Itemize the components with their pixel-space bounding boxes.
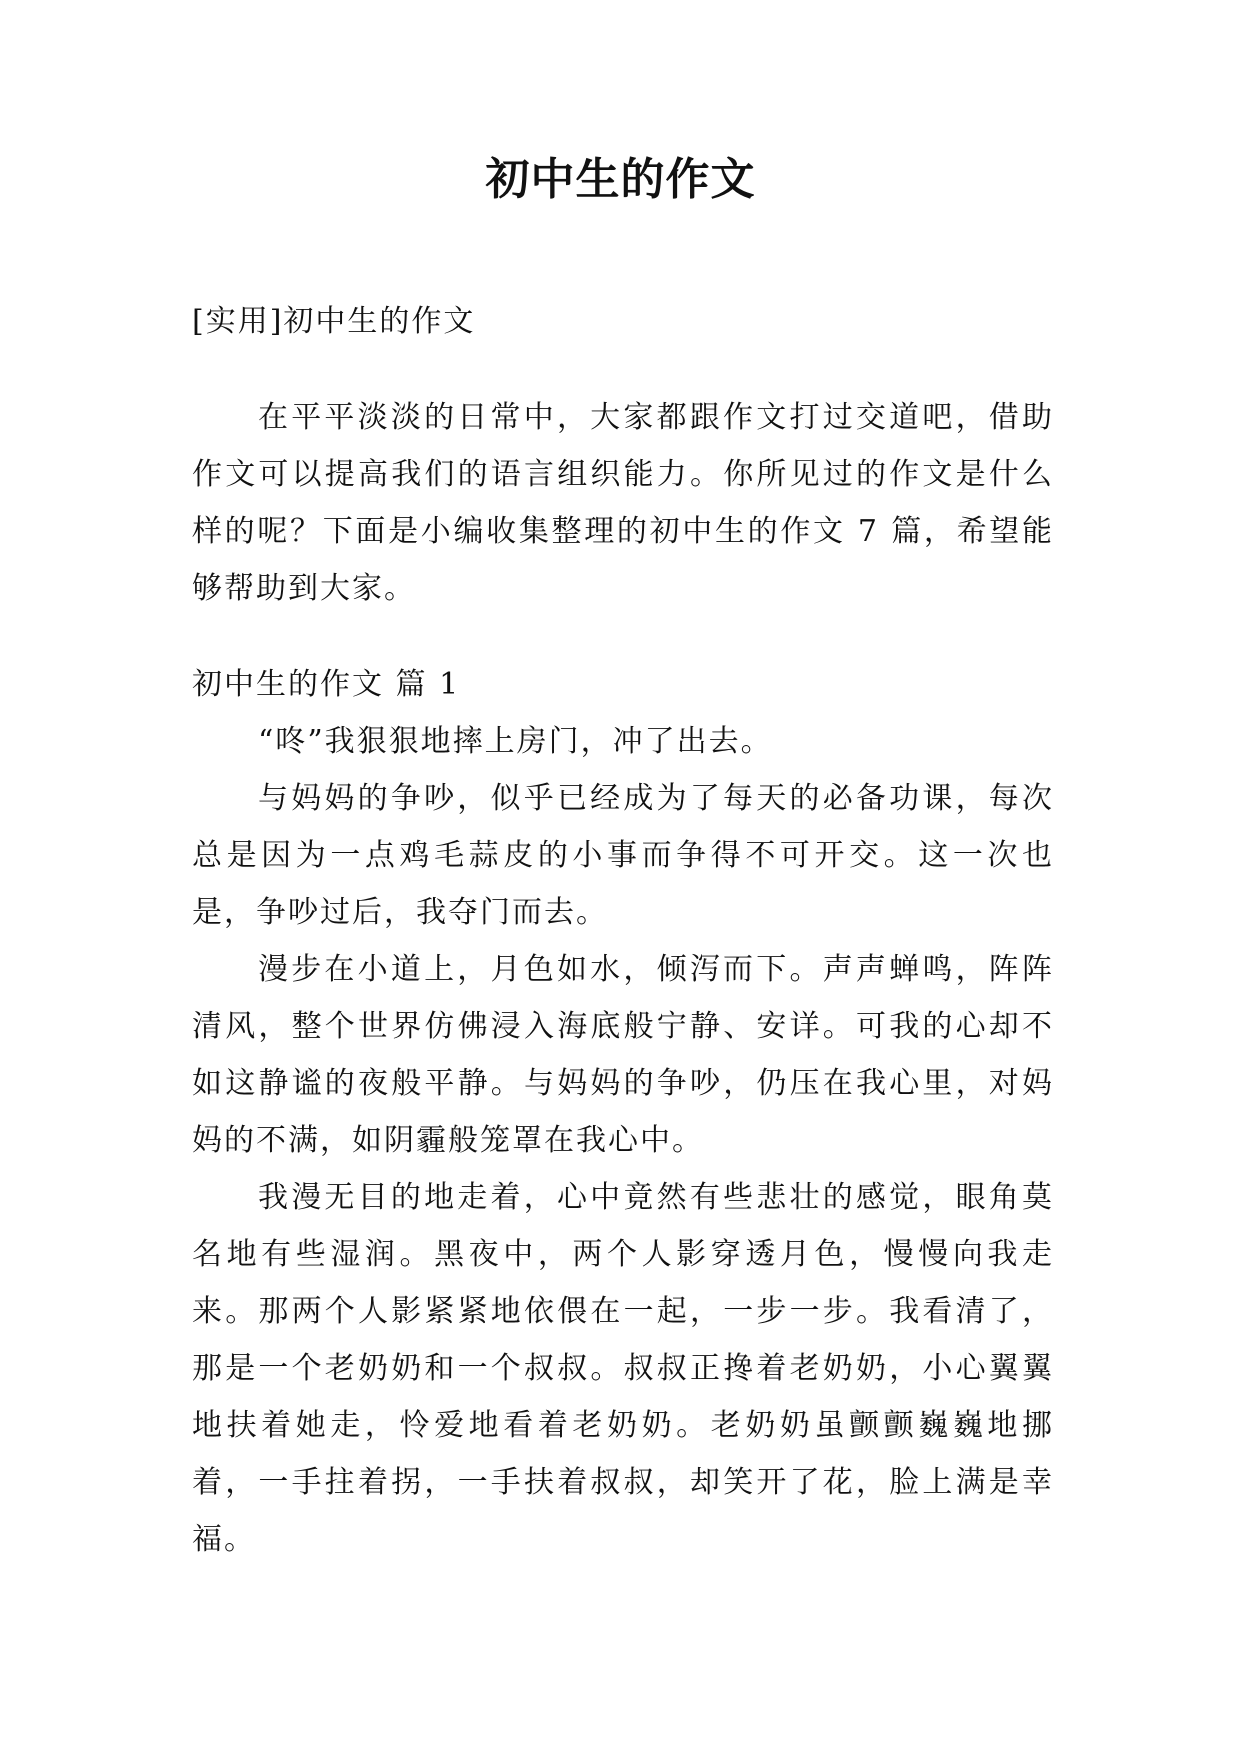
essay-paragraph: 漫步在小道上，月色如水，倾泻而下。声声蝉鸣，阵阵清风，整个世界仿佛浸入海底般宁静、安详。可我的心却不如这静谧的夜般平静。与妈妈的争吵，仍压在我心里，对妈妈的不满，如阴霾般笼罩在我心中。 — [192, 952, 1054, 1158]
essay-paragraph: “咚”我狠狠地摔上房门，冲了出去。 — [258, 724, 773, 759]
document-subtitle: [实用]初中生的作文 — [192, 304, 476, 339]
intro-paragraph: 在平平淡淡的日常中，大家都跟作文打过交道吧，借助作文可以提高我们的语言组织能力。你所见过的作文是什么样的呢？下面是小编收集整理的初中生的作文 7 篇，希望能够帮助到大家。 — [192, 400, 1054, 606]
essay-paragraph: 我漫无目的地走着，心中竟然有些悲壮的感觉，眼角莫名地有些湿润。黑夜中，两个人影穿透月色，慢慢向我走来。那两个人影紧紧地依偎在一起，一步一步。我看清了，那是一个老奶奶和一个叔叔。叔叔正搀着老奶奶，小心翼翼地扶着她走，怜爱地看着老奶奶。老奶奶虽颤颤巍巍地挪着，一手拄着拐，一手扶着叔叔，却笑开了花，脸上满是幸福。 — [192, 1180, 1054, 1557]
document-body — [192, 293, 1054, 1568]
section-heading: 初中生的作文 篇 1 — [192, 667, 461, 702]
essay-paragraph: 与妈妈的争吵，似乎已经成为了每天的必备功课，每次总是因为一点鸡毛蒜皮的小事而争得不可开交。这一次也是，争吵过后，我夺门而去。 — [192, 781, 1054, 930]
document-title: 初中生的作文 — [485, 154, 756, 205]
